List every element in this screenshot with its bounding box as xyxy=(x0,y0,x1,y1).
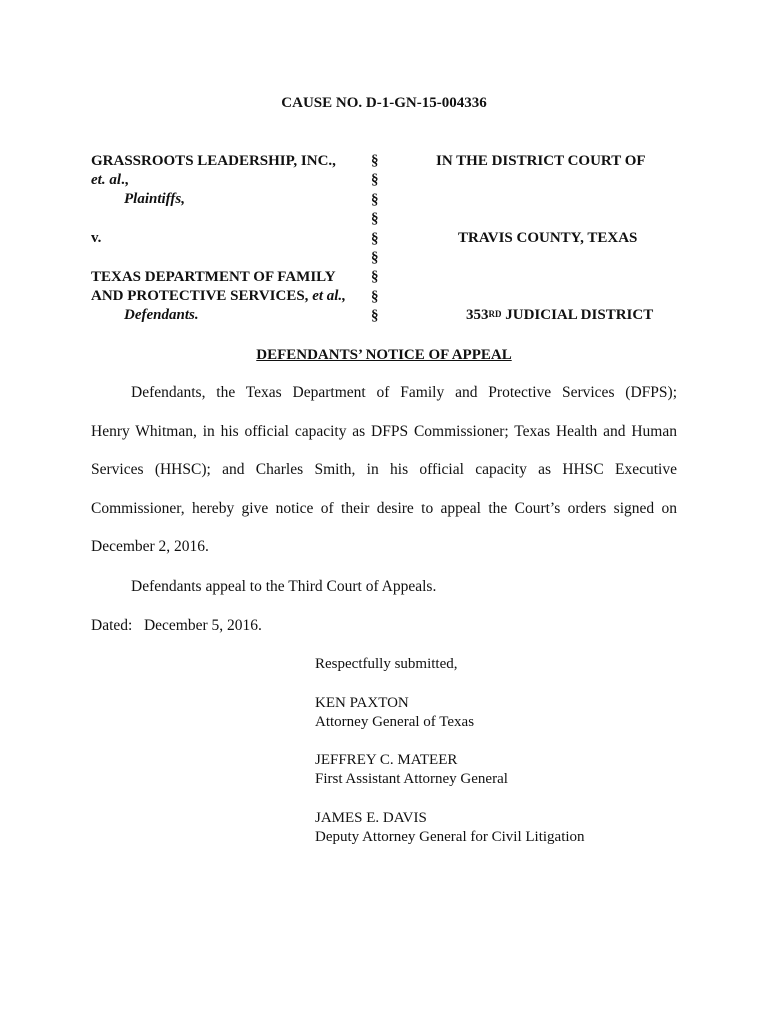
signer-block xyxy=(315,751,508,789)
paragraph-line: Commissioner, hereby give notice of their desire to appeal the Court’s orders signed on xyxy=(91,499,677,517)
paragraph-line: Henry Whitman, in his official capacity as DFPS Commissioner; Texas Health and Human xyxy=(91,422,677,440)
document-title xyxy=(0,346,768,365)
section-symbol: § xyxy=(371,211,379,228)
section-symbol-column xyxy=(371,152,379,327)
signer-name: KEN PAXTON xyxy=(315,695,409,711)
judicial-district xyxy=(466,306,653,325)
plaintiff-role: Plaintiffs, xyxy=(124,191,185,207)
dated-line: Dated: December 5, 2016. xyxy=(91,617,262,634)
signer-title: First Assistant Attorney General xyxy=(315,771,508,787)
section-symbol: § xyxy=(371,269,379,286)
district-number: 353 xyxy=(466,307,489,323)
body-paragraph-2: Defendants appeal to the Third Court of Appeals. xyxy=(131,578,437,595)
district-label: JUDICIAL DISTRICT xyxy=(501,307,654,323)
section-symbol: § xyxy=(371,288,379,305)
signer-block xyxy=(315,694,474,732)
court-county: TRAVIS COUNTY, TEXAS xyxy=(458,230,638,246)
section-symbol: § xyxy=(371,172,379,189)
signer-title: Deputy Attorney General for Civil Litigation xyxy=(315,829,585,845)
section-symbol: § xyxy=(371,308,379,325)
plaintiff-et-al: et. al xyxy=(91,172,121,188)
section-symbol: § xyxy=(371,191,379,208)
signer-name: JEFFREY C. MATEER xyxy=(315,752,458,768)
defendant-name-line2 xyxy=(91,287,346,306)
versus-label: v. xyxy=(91,230,102,246)
plaintiff-name-line1: GRASSROOTS LEADERSHIP, INC., xyxy=(91,153,336,169)
signer-block xyxy=(315,809,585,847)
paragraph-line: Defendants, the Texas Department of Family and Protective Services (DFPS); xyxy=(131,384,677,401)
section-symbol: § xyxy=(371,153,379,169)
signature-closing: Respectfully submitted, xyxy=(315,656,458,672)
defendant-name-line1: TEXAS DEPARTMENT OF FAMILY xyxy=(91,269,336,285)
plaintiff-name-line2 xyxy=(91,171,129,190)
defendant-role: Defendants. xyxy=(124,307,199,323)
defendant-name-line2-text: AND PROTECTIVE SERVICES, xyxy=(91,288,309,304)
cause-number: CAUSE NO. D-1-GN-15-004336 xyxy=(281,95,487,111)
body-paragraph-1 xyxy=(91,374,677,567)
court-name-line1: IN THE DISTRICT COURT OF xyxy=(436,153,646,169)
document-title-text: DEFENDANTS’ NOTICE OF APPEAL xyxy=(256,347,512,363)
section-symbol: § xyxy=(371,250,379,267)
paragraph-line: December 2, 2016. xyxy=(91,538,209,555)
defendant-et-al: et al., xyxy=(312,288,346,304)
paragraph-line: Services (HHSC); and Charles Smith, in his official capacity as HHSC Executive xyxy=(91,461,677,478)
signer-title: Attorney General of Texas xyxy=(315,714,475,730)
plaintiff-et-al-punct: ., xyxy=(121,172,129,188)
district-ordinal-suffix: RD xyxy=(488,309,502,319)
section-symbol: § xyxy=(371,230,379,247)
signer-name: JAMES E. DAVIS xyxy=(315,810,427,826)
